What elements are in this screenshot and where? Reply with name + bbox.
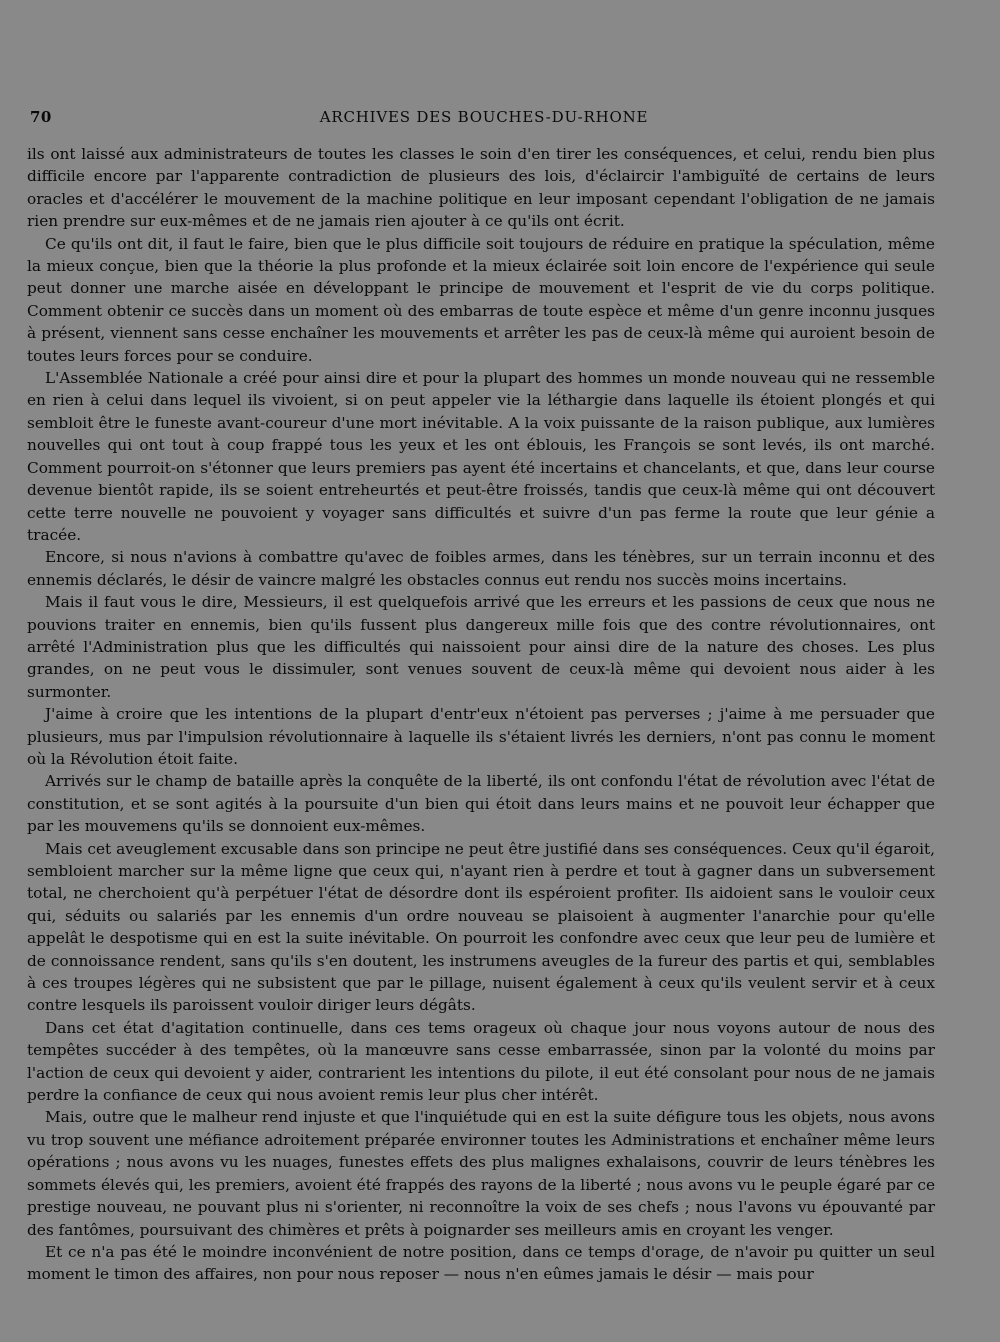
paragraph-1: ils ont laissé aux administrateurs de toutes les classes le soin d'en tirer les conséquences, et celui, rendu bien plus difficile encore par l'apparente contradiction de plusieurs des lois, d'éclaircir l'ambiguïté de certains de leurs oracles et d'accélérer le mouvement de la machine politique en leur imposant cependant l'obligation de ne jamais rien prendre sur eux-mêmes et de ne jamais rien ajouter à ce qu'ils ont écrit.	[27, 145, 935, 231]
paragraph-9: Dans cet état d'agitation continuelle, dans ces tems orageux où chaque jour nous voyons autour de nous des tempêtes succéder à des tempêtes, où la manœuvre sans cesse embarrassée, sinon par la volonté du moins par l'action de ceux qui devoient y aider, contrarient les intentions du pilote, il eut été consolant pour nous de ne jamais perdre la confiance de ceux qui nous avoient remis leur plus cher intérêt.	[27, 1018, 935, 1105]
paragraph-7: Arrivés sur le champ de bataille après la conquête de la liberté, ils ont confondu l'état de révolution avec l'état de constitution, et se sont agités à la poursuite d'un bien qui étoit dans leurs mains et ne pouvoit leur échapper que par les mouvemens qu'ils se donnoient eux-mêmes.	[27, 772, 935, 836]
paragraph-6: J'aime à croire que les intentions de la plupart d'entr'eux n'étoient pas perverses ; j'aime à me persuader que plusieurs, mus par l'impulsion révolutionnaire à laquelle ils s'étaient livrés les derniers, n'ont pas connu le moment où la Révolution étoit faite.	[27, 705, 935, 768]
paragraph-8: Mais cet aveuglement excusable dans son principe ne peut être justifié dans ses conséquences. Ceux qu'il égaroit, sembloient marcher sur la même ligne que ceux qui, n'ayant rien à perdre et tout à gagner dans un subversement total, ne cherchoient qu'à perpétuer l'état de désordre dont ils espéroient profiter. Ils aidoient sans le vouloir ceux qui, séduits ou salariés par les ennemis d'un ordre nouveau se plaisoient à augmenter l'anarchie pour qu'elle appelât le despotisme qui en est la suite inévitable. On pourroit les confondre avec ceux que leur peu de lumière et de connoissance rendent, sans qu'ils s'en doutent, les instrumens aveugles de la fureur des partis et qui, semblables à ces troupes légères qui ne subsistent que par le pillage, nuisent également à ceux qu'ils veulent servir et à ceux contre lesquels ils paroissent vouloir diriger leurs dégâts.	[27, 839, 935, 1015]
page-number: 70	[30, 108, 52, 126]
paragraph-10: Mais, outre que le malheur rend injuste et que l'inquiétude qui en est la suite défigure tous les objets, nous avons vu trop souvent une méfiance adroitement préparée environner toutes les Administrations et enchaîner même leurs opérations ; nous avons vu les nuages, funestes effets des plus malignes exhalaisons, couvrir de leurs ténèbres les sommets élevés qui, les premiers, avoient été frappés des rayons de la liberté ; nous avons vu le peuple égaré par ce prestige nouveau, ne pouvant plus ni s'orienter, ni reconnoître la voix de ses chefs ; nous l'avons vu épouvanté par des fantômes, poursuivant des chimères et prêts à poignarder ses meilleurs amis en croyant les venger.	[27, 1108, 935, 1239]
running-title: ARCHIVES DES BOUCHES-DU-RHONE	[319, 108, 649, 126]
paragraph-5: Mais il faut vous le dire, Messieurs, il est quelquefois arrivé que les erreurs et les passions de ceux que nous ne pouvions traiter en ennemis, bien qu'ils fussent plus dangereux mille fois que des contre révolutionnaires, ont arrêté l'Administration plus que les difficultés qui naissoient pour ainsi dire de la nature des choses. Les plus grandes, on ne peut vous le dissimuler, sont venues souvent de ceux-là même qui devoient nous aider à les surmonter.	[27, 593, 935, 701]
paragraph-4: Encore, si nous n'avions à combattre qu'avec de foibles armes, dans les ténèbres, sur un terrain inconnu et des ennemis déclarés, le désir de vaincre malgré les obstacles connus eut rendu nos succès moins incertains.	[27, 548, 935, 589]
paragraph-11: Et ce n'a pas été le moindre inconvénient de notre position, dans ce temps d'orage, de n'avoir pu quitter un seul moment le timon des affaires, non pour nous reposer — nous n'en eûmes jamais le désir — mais pour	[27, 1242, 935, 1284]
paragraph-3: L'Assemblée Nationale a créé pour ainsi dire et pour la plupart des hommes un monde nouveau qui ne ressemble en rien à celui dans lequel ils vivoient, si on peut appeler vie la léthargie dans laquelle ils étoient plongés et qui sembloit être le funeste avant-coureur d'une mort inévitable. A la voix puissante de la raison publique, aux lumières nouvelles qui ont tout à coup frappé tous les yeux et les ont éblouis, les François se sont levés, ils ont marché. Comment pourroit-on s'étonner que leurs premiers pas ayent été incertains et chancelants, et que, dans leur course devenue bientôt rapide, ils se soient entreheurtés et peut-être froissés, tandis que ceux-là même qui ont découvert cette terre nouvelle ne pouvoient y voyager sans difficultés et suivre d'un pas ferme la route que leur génie a tracée.	[27, 369, 935, 544]
paragraph-2: Ce qu'ils ont dit, il faut le faire, bien que le plus difficile soit toujours de réduire en pratique la spéculation, même la mieux conçue, bien que la théorie la plus profonde et la mieux éclairée soit loin encore de l'expérience qui seule peut donner une marche aisée en développant le principe de mouvement et l'esprit de vie du corps politique. Comment obtenir ce succès dans un moment où des embarras de toute espèce et même d'un genre inconnu jusques à présent, viennent sans cesse enchaîner les mouvements et arrêter les pas de ceux-là même qui auroient besoin de toutes leurs forces pour se conduire.	[27, 234, 935, 365]
body-text	[27, 143, 935, 1286]
